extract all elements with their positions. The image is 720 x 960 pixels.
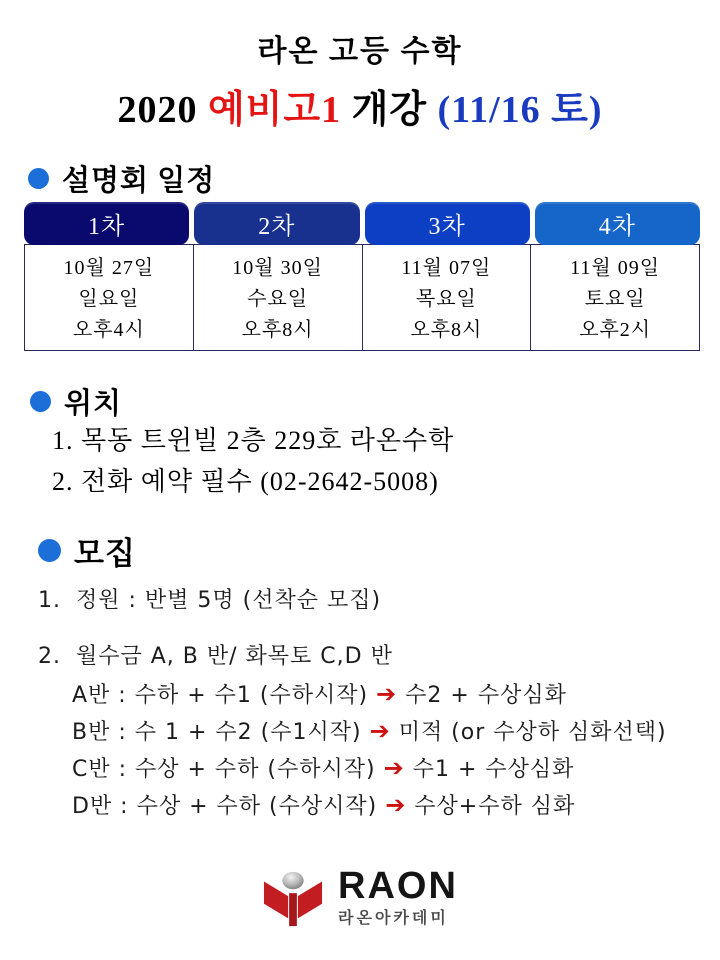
section-schedule-heading [28, 158, 215, 199]
subtitle-date: (11/16 토) [437, 89, 603, 131]
logo-text [338, 865, 458, 928]
section-recruitment-heading [38, 528, 136, 573]
bullet-icon [38, 539, 61, 562]
recruit-schedule [38, 639, 393, 670]
bullet-icon [28, 168, 49, 189]
class-result: 수1 + 수상심화 [412, 757, 575, 782]
arrow-icon: ➔ [383, 754, 405, 782]
session-date: 11월 09일 [570, 257, 661, 279]
class-courses: D반 : 수상 + 수하 (수상시작) [72, 794, 378, 819]
item-text: 월수금 A, B 반/ 화목토 C,D 반 [76, 644, 393, 669]
arrow-icon: ➔ [369, 717, 391, 745]
class-courses: C반 : 수상 + 수하 (수하시작) [72, 757, 376, 782]
session-day: 수요일 [247, 288, 309, 310]
session-header: 2차 [194, 202, 359, 245]
class-courses: A반 : 수하 + 수1 (수하시작) [72, 683, 369, 708]
location-address: 1. 목동 트윈빌 2층 229호 라온수학 [52, 426, 455, 455]
session-day: 목요일 [415, 288, 477, 310]
session-header: 3차 [365, 202, 530, 245]
subtitle-highlight: 예비고1 [207, 89, 342, 131]
session-day: 일요일 [78, 288, 140, 310]
session-time: 오후8시 [241, 319, 314, 341]
section-heading-label: 위치 [64, 388, 123, 420]
arrow-icon: ➔ [376, 680, 398, 708]
schedule-body-row [24, 244, 700, 351]
location-phone: 2. 전화 예약 필수 (02-2642-5008) [52, 467, 439, 496]
subtitle-middle: 개강 [341, 89, 438, 131]
session-cell [362, 244, 532, 351]
class-result: 미적 (or 수상하 심화선택) [398, 720, 667, 745]
session-cell [24, 244, 194, 351]
session-time: 오후2시 [579, 319, 652, 341]
item-number: 1. [38, 588, 61, 613]
session-date: 11월 07일 [401, 257, 492, 279]
session-time: 오후4시 [72, 319, 145, 341]
section-location-heading [30, 381, 122, 422]
logo-subname: 라온아카데미 [338, 908, 449, 927]
item-text: 정원 : 반별 5명 (선착순 모집) [76, 588, 382, 613]
class-c-line [72, 752, 574, 783]
session-cell [530, 244, 700, 351]
page-title: 라온 고등 수학 [257, 35, 463, 68]
class-result: 수상+수하 심화 [414, 794, 576, 819]
logo-name: RAON [338, 865, 458, 907]
class-b-line [72, 715, 667, 746]
subtitle-year: 2020 [117, 89, 208, 131]
raon-book-icon [262, 868, 324, 928]
session-date: 10월 30일 [232, 257, 323, 279]
item-number: 2. [38, 644, 61, 669]
page-subtitle [0, 78, 720, 133]
session-time: 오후8시 [410, 319, 483, 341]
schedule-table [24, 202, 700, 351]
session-cell [193, 244, 363, 351]
class-d-line [72, 789, 575, 820]
session-date: 10월 27일 [63, 257, 155, 279]
class-courses: B반 : 수 1 + 수2 (수1시작) [72, 720, 362, 745]
arrow-icon: ➔ [385, 791, 407, 819]
logo [0, 865, 720, 928]
session-header: 1차 [24, 202, 189, 245]
class-result: 수2 + 수상심화 [405, 683, 567, 708]
recruit-capacity [38, 583, 381, 614]
schedule-header-row [24, 202, 700, 245]
section-heading-label: 설명회 일정 [62, 165, 216, 197]
section-heading-label: 모집 [74, 536, 136, 571]
session-header: 4차 [535, 202, 700, 245]
bullet-icon [30, 391, 51, 412]
session-day: 토요일 [584, 288, 646, 310]
class-a-line [72, 678, 567, 709]
